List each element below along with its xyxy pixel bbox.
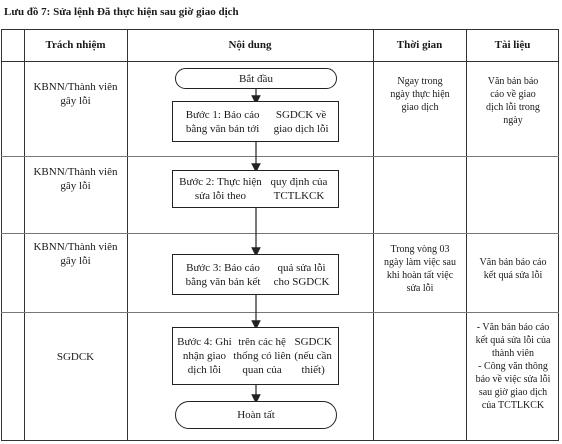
document-row-4 xyxy=(468,321,558,412)
header-time: Thời gian xyxy=(396,39,443,51)
header-documents: Tài liệu xyxy=(494,39,531,51)
text-line: SGDCK về giao dịch lỗi xyxy=(273,108,329,135)
text-line: Bước 1: Báo cáo bằng văn bản tới xyxy=(185,108,260,135)
page-title: Lưu đồ 7: Sửa lệnh Đã thực hiện sau giờ giao dịch xyxy=(4,6,239,18)
text-line: cáo về giao xyxy=(490,89,536,100)
text-line: Văn bản báo cáo xyxy=(479,257,547,268)
text-line: Văn bản báo xyxy=(487,76,539,87)
text-line: Ngay trong xyxy=(397,76,443,87)
text-line: ngày thực hiện xyxy=(390,89,450,100)
text-line: Bước 2: Thực hiện sửa lỗi theo xyxy=(179,176,262,202)
text-line: giao dịch xyxy=(401,102,439,113)
time-row-3 xyxy=(376,243,464,295)
text-line: gây lỗi xyxy=(60,255,91,267)
text-line: khi hoàn tất việc xyxy=(386,270,454,281)
document-row-3 xyxy=(468,256,558,282)
text-line: trên các hệ thống có liên quan của xyxy=(233,336,291,376)
end-terminal: Hoàn tất xyxy=(175,401,337,429)
text-line: sửa lỗi xyxy=(406,283,434,294)
step-3-box xyxy=(172,254,339,295)
text-line: KBNN/Thành viên xyxy=(33,81,118,93)
text-line: KBNN/Thành viên xyxy=(33,166,118,178)
step-4-box xyxy=(172,327,339,385)
step-2-box xyxy=(172,170,339,208)
text-line: ngày làm việc sau xyxy=(384,257,456,268)
text-line: quả sửa lỗi cho SGDCK xyxy=(273,261,330,288)
text-line: thành viên xyxy=(492,348,534,359)
text-line: gây lỗi xyxy=(60,95,91,107)
text-line: Bước 4: Ghi nhận giao dịch lỗi xyxy=(177,336,232,376)
text-line: ngày xyxy=(503,115,523,126)
time-row-1 xyxy=(376,75,464,114)
text-line: Trong vòng 03 xyxy=(390,244,450,255)
text-line: Bước 3: Báo cáo bằng văn bản kết xyxy=(185,261,261,288)
text-line: quy định của TCTLKCK xyxy=(270,176,328,202)
text-line: KBNN/Thành viên xyxy=(33,241,118,253)
text-line: SGDCK xyxy=(56,351,95,363)
document-row-1 xyxy=(468,75,558,127)
text-line: sau giờ giao dịch xyxy=(478,387,548,398)
text-line: - Văn bản báo cáo xyxy=(476,322,550,333)
text-line: SGDCK (nếu cần thiết) xyxy=(294,336,332,376)
start-terminal: Bắt đầu xyxy=(175,68,337,89)
text-line: báo về việc sửa lỗi xyxy=(475,374,551,385)
text-line: kết quả sửa lỗi của xyxy=(475,335,551,346)
step-1-box xyxy=(172,101,339,142)
text-line: của TCTLKCK xyxy=(481,400,545,411)
header-content: Nội dung xyxy=(228,39,272,51)
text-line: dịch lỗi trong xyxy=(486,102,540,113)
header-responsibility: Trách nhiệm xyxy=(45,39,106,51)
text-line: - Công văn thông xyxy=(478,361,548,372)
text-line: gây lỗi xyxy=(60,180,91,192)
text-line: kết quả sửa lỗi xyxy=(483,270,543,281)
